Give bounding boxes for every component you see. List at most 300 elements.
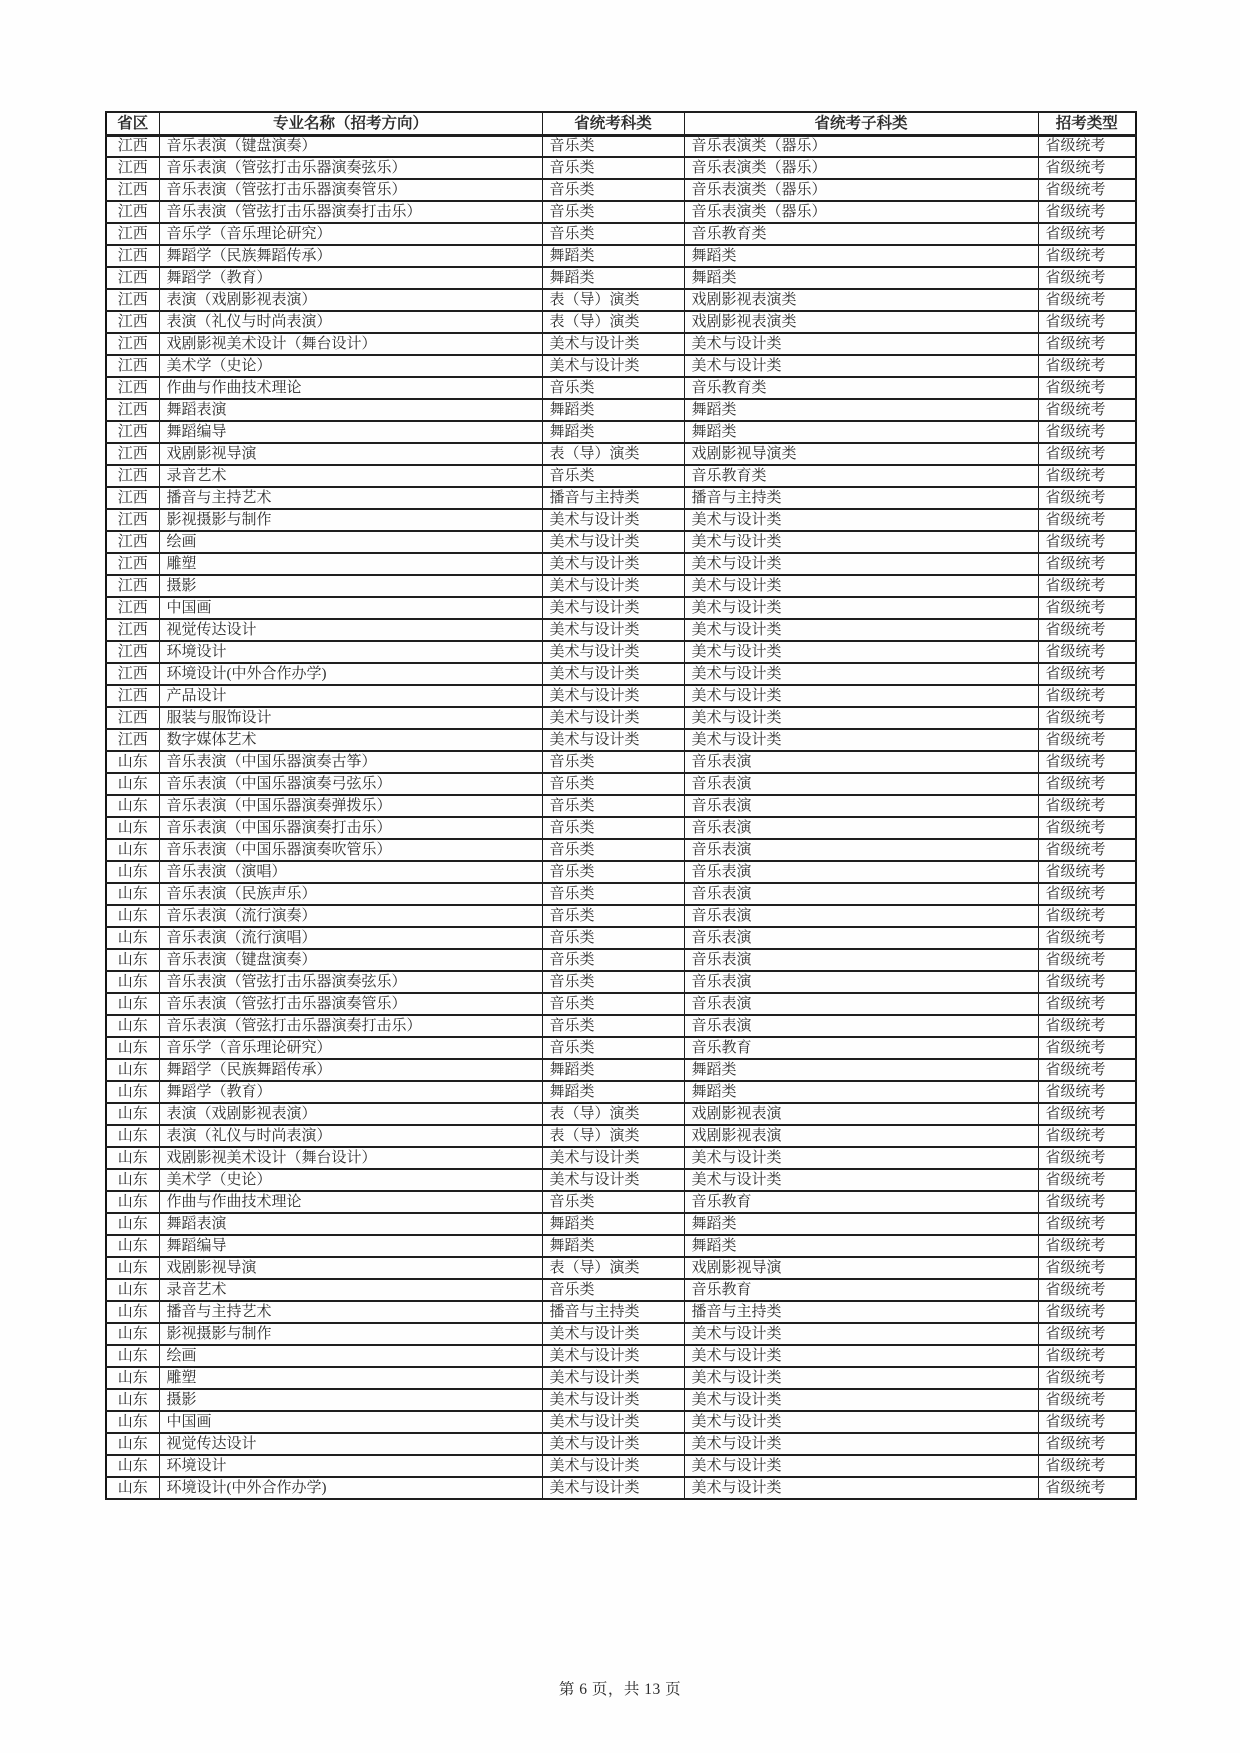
cell-subcategory: 音乐表演类（器乐）	[684, 157, 1038, 179]
cell-province: 江西	[106, 531, 159, 553]
cell-subcategory: 播音与主持类	[684, 487, 1038, 509]
cell-province: 山东	[106, 993, 159, 1015]
cell-admission_type: 省级统考	[1038, 1213, 1136, 1235]
cell-province: 江西	[106, 245, 159, 267]
cell-province: 山东	[106, 1059, 159, 1081]
table-row	[106, 597, 1136, 619]
table-row	[106, 1147, 1136, 1169]
cell-major: 表演（礼仪与时尚表演）	[159, 1125, 542, 1147]
cell-admission_type: 省级统考	[1038, 1257, 1136, 1279]
cell-category: 音乐类	[542, 1191, 684, 1213]
cell-subcategory: 音乐表演	[684, 773, 1038, 795]
cell-admission_type: 省级统考	[1038, 1037, 1136, 1059]
table-row	[106, 553, 1136, 575]
cell-category: 美术与设计类	[542, 685, 684, 707]
table-row	[106, 1411, 1136, 1433]
cell-category: 美术与设计类	[542, 355, 684, 377]
cell-major: 舞蹈编导	[159, 421, 542, 443]
cell-province: 山东	[106, 971, 159, 993]
cell-major: 表演（礼仪与时尚表演）	[159, 311, 542, 333]
cell-admission_type: 省级统考	[1038, 663, 1136, 685]
cell-province: 山东	[106, 1279, 159, 1301]
cell-province: 江西	[106, 223, 159, 245]
cell-category: 舞蹈类	[542, 1059, 684, 1081]
cell-province: 江西	[106, 487, 159, 509]
table-row	[106, 1037, 1136, 1059]
cell-category: 舞蹈类	[542, 267, 684, 289]
cell-category: 音乐类	[542, 993, 684, 1015]
cell-major: 音乐表演（键盘演奏）	[159, 949, 542, 971]
cell-major: 音乐表演（中国乐器演奏弹拨乐）	[159, 795, 542, 817]
table-row	[106, 1081, 1136, 1103]
table-row	[106, 663, 1136, 685]
cell-admission_type: 省级统考	[1038, 1323, 1136, 1345]
cell-major: 中国画	[159, 597, 542, 619]
cell-major: 音乐表演（管弦打击乐器演奏打击乐）	[159, 201, 542, 223]
cell-province: 山东	[106, 1323, 159, 1345]
cell-subcategory: 美术与设计类	[684, 531, 1038, 553]
cell-category: 表（导）演类	[542, 311, 684, 333]
cell-subcategory: 舞蹈类	[684, 1213, 1038, 1235]
cell-admission_type: 省级统考	[1038, 1147, 1136, 1169]
cell-subcategory: 舞蹈类	[684, 1081, 1038, 1103]
cell-subcategory: 音乐教育	[684, 1279, 1038, 1301]
cell-category: 音乐类	[542, 927, 684, 949]
cell-province: 山东	[106, 1389, 159, 1411]
cell-subcategory: 音乐表演	[684, 949, 1038, 971]
cell-subcategory: 音乐教育类	[684, 465, 1038, 487]
cell-major: 音乐表演（管弦打击乐器演奏打击乐）	[159, 1015, 542, 1037]
cell-subcategory: 戏剧影视导演	[684, 1257, 1038, 1279]
cell-province: 山东	[106, 905, 159, 927]
cell-province: 山东	[106, 927, 159, 949]
cell-subcategory: 美术与设计类	[684, 1411, 1038, 1433]
cell-category: 表（导）演类	[542, 1125, 684, 1147]
cell-major: 雕塑	[159, 553, 542, 575]
cell-province: 江西	[106, 729, 159, 751]
cell-subcategory: 美术与设计类	[684, 1323, 1038, 1345]
cell-admission_type: 省级统考	[1038, 1015, 1136, 1037]
table-row	[106, 641, 1136, 663]
cell-category: 舞蹈类	[542, 421, 684, 443]
cell-admission_type: 省级统考	[1038, 883, 1136, 905]
cell-subcategory: 美术与设计类	[684, 509, 1038, 531]
cell-admission_type: 省级统考	[1038, 399, 1136, 421]
cell-category: 音乐类	[542, 1037, 684, 1059]
cell-admission_type: 省级统考	[1038, 861, 1136, 883]
cell-category: 表（导）演类	[542, 443, 684, 465]
table-row	[106, 575, 1136, 597]
cell-province: 江西	[106, 157, 159, 179]
table-row	[106, 949, 1136, 971]
cell-province: 江西	[106, 553, 159, 575]
cell-category: 播音与主持类	[542, 1301, 684, 1323]
cell-province: 山东	[106, 861, 159, 883]
cell-admission_type: 省级统考	[1038, 773, 1136, 795]
cell-province: 江西	[106, 289, 159, 311]
table-row	[106, 355, 1136, 377]
cell-admission_type: 省级统考	[1038, 333, 1136, 355]
table-row	[106, 1477, 1136, 1499]
cell-major: 环境设计(中外合作办学)	[159, 663, 542, 685]
page-footer: 第 6 页，共 13 页	[558, 1681, 682, 1698]
cell-province: 山东	[106, 1081, 159, 1103]
cell-province: 江西	[106, 641, 159, 663]
cell-admission_type: 省级统考	[1038, 619, 1136, 641]
cell-major: 戏剧影视导演	[159, 443, 542, 465]
cell-subcategory: 舞蹈类	[684, 421, 1038, 443]
cell-admission_type: 省级统考	[1038, 1125, 1136, 1147]
cell-subcategory: 音乐表演	[684, 883, 1038, 905]
cell-province: 江西	[106, 333, 159, 355]
cell-category: 音乐类	[542, 795, 684, 817]
table-row	[106, 1323, 1136, 1345]
cell-major: 舞蹈编导	[159, 1235, 542, 1257]
table-row	[106, 1213, 1136, 1235]
cell-category: 音乐类	[542, 839, 684, 861]
cell-category: 表（导）演类	[542, 1257, 684, 1279]
cell-subcategory: 美术与设计类	[684, 729, 1038, 751]
cell-major: 录音艺术	[159, 1279, 542, 1301]
cell-admission_type: 省级统考	[1038, 289, 1136, 311]
cell-subcategory: 美术与设计类	[684, 355, 1038, 377]
cell-major: 视觉传达设计	[159, 1433, 542, 1455]
table-row	[106, 795, 1136, 817]
column-header-subcategory: 省统考子科类	[684, 112, 1038, 135]
cell-admission_type: 省级统考	[1038, 157, 1136, 179]
cell-subcategory: 音乐表演	[684, 905, 1038, 927]
column-header-admission_type: 招考类型	[1038, 112, 1136, 135]
cell-subcategory: 音乐教育类	[684, 223, 1038, 245]
cell-admission_type: 省级统考	[1038, 1301, 1136, 1323]
cell-category: 音乐类	[542, 1279, 684, 1301]
cell-major: 美术学（史论）	[159, 1169, 542, 1191]
table-row	[106, 399, 1136, 421]
cell-major: 摄影	[159, 1389, 542, 1411]
cell-major: 音乐表演（中国乐器演奏古筝）	[159, 751, 542, 773]
cell-major: 音乐表演（键盘演奏）	[159, 135, 542, 157]
cell-category: 美术与设计类	[542, 1147, 684, 1169]
cell-major: 舞蹈学（民族舞蹈传承）	[159, 1059, 542, 1081]
cell-admission_type: 省级统考	[1038, 597, 1136, 619]
cell-admission_type: 省级统考	[1038, 707, 1136, 729]
table-row	[106, 1367, 1136, 1389]
cell-category: 美术与设计类	[542, 1169, 684, 1191]
cell-admission_type: 省级统考	[1038, 1433, 1136, 1455]
cell-category: 美术与设计类	[542, 1477, 684, 1499]
cell-admission_type: 省级统考	[1038, 553, 1136, 575]
cell-province: 江西	[106, 685, 159, 707]
cell-category: 美术与设计类	[542, 1389, 684, 1411]
table-row	[106, 1279, 1136, 1301]
cell-admission_type: 省级统考	[1038, 421, 1136, 443]
cell-category: 美术与设计类	[542, 663, 684, 685]
cell-category: 音乐类	[542, 883, 684, 905]
cell-major: 音乐表演（演唱）	[159, 861, 542, 883]
cell-subcategory: 音乐教育	[684, 1037, 1038, 1059]
cell-province: 江西	[106, 421, 159, 443]
cell-province: 山东	[106, 1345, 159, 1367]
cell-admission_type: 省级统考	[1038, 575, 1136, 597]
cell-subcategory: 舞蹈类	[684, 245, 1038, 267]
cell-province: 江西	[106, 377, 159, 399]
cell-category: 音乐类	[542, 949, 684, 971]
cell-province: 山东	[106, 1477, 159, 1499]
table-row	[106, 1301, 1136, 1323]
table-row	[106, 619, 1136, 641]
cell-major: 数字媒体艺术	[159, 729, 542, 751]
cell-category: 音乐类	[542, 861, 684, 883]
cell-admission_type: 省级统考	[1038, 729, 1136, 751]
cell-admission_type: 省级统考	[1038, 1367, 1136, 1389]
cell-category: 音乐类	[542, 905, 684, 927]
cell-subcategory: 音乐表演	[684, 817, 1038, 839]
cell-province: 山东	[106, 883, 159, 905]
cell-category: 美术与设计类	[542, 333, 684, 355]
cell-category: 舞蹈类	[542, 1235, 684, 1257]
table-row	[106, 487, 1136, 509]
cell-subcategory: 美术与设计类	[684, 1389, 1038, 1411]
cell-admission_type: 省级统考	[1038, 685, 1136, 707]
cell-category: 表（导）演类	[542, 1103, 684, 1125]
cell-category: 美术与设计类	[542, 1433, 684, 1455]
cell-subcategory: 音乐表演	[684, 795, 1038, 817]
cell-major: 播音与主持艺术	[159, 1301, 542, 1323]
cell-category: 音乐类	[542, 1015, 684, 1037]
cell-subcategory: 美术与设计类	[684, 619, 1038, 641]
cell-category: 播音与主持类	[542, 487, 684, 509]
cell-subcategory: 音乐教育	[684, 1191, 1038, 1213]
cell-major: 表演（戏剧影视表演）	[159, 289, 542, 311]
table-row	[106, 707, 1136, 729]
cell-subcategory: 音乐表演类（器乐）	[684, 179, 1038, 201]
cell-category: 舞蹈类	[542, 399, 684, 421]
table-row	[106, 1103, 1136, 1125]
cell-admission_type: 省级统考	[1038, 135, 1136, 157]
table-row	[106, 1015, 1136, 1037]
cell-subcategory: 美术与设计类	[684, 597, 1038, 619]
cell-admission_type: 省级统考	[1038, 267, 1136, 289]
cell-admission_type: 省级统考	[1038, 377, 1136, 399]
table-row	[106, 311, 1136, 333]
cell-subcategory: 美术与设计类	[684, 553, 1038, 575]
cell-category: 音乐类	[542, 157, 684, 179]
cell-province: 江西	[106, 355, 159, 377]
table-row	[106, 443, 1136, 465]
cell-province: 江西	[106, 443, 159, 465]
cell-admission_type: 省级统考	[1038, 641, 1136, 663]
cell-major: 影视摄影与制作	[159, 1323, 542, 1345]
cell-subcategory: 播音与主持类	[684, 1301, 1038, 1323]
cell-province: 山东	[106, 1125, 159, 1147]
cell-province: 江西	[106, 179, 159, 201]
cell-subcategory: 美术与设计类	[684, 1477, 1038, 1499]
cell-admission_type: 省级统考	[1038, 1389, 1136, 1411]
cell-admission_type: 省级统考	[1038, 531, 1136, 553]
table-row	[106, 751, 1136, 773]
cell-category: 美术与设计类	[542, 619, 684, 641]
cell-province: 江西	[106, 465, 159, 487]
cell-category: 美术与设计类	[542, 553, 684, 575]
cell-province: 山东	[106, 1147, 159, 1169]
cell-admission_type: 省级统考	[1038, 223, 1136, 245]
table-row	[106, 1191, 1136, 1213]
cell-major: 中国画	[159, 1411, 542, 1433]
cell-subcategory: 戏剧影视表演类	[684, 311, 1038, 333]
cell-admission_type: 省级统考	[1038, 993, 1136, 1015]
cell-admission_type: 省级统考	[1038, 1169, 1136, 1191]
cell-province: 江西	[106, 619, 159, 641]
table-row	[106, 377, 1136, 399]
column-header-major: 专业名称（招考方向）	[159, 112, 542, 135]
cell-subcategory: 美术与设计类	[684, 1147, 1038, 1169]
cell-major: 音乐表演（中国乐器演奏吹管乐）	[159, 839, 542, 861]
cell-subcategory: 音乐表演类（器乐）	[684, 135, 1038, 157]
table-row	[106, 1235, 1136, 1257]
cell-category: 舞蹈类	[542, 1213, 684, 1235]
cell-category: 音乐类	[542, 377, 684, 399]
cell-subcategory: 美术与设计类	[684, 685, 1038, 707]
table-row	[106, 861, 1136, 883]
table-row	[106, 465, 1136, 487]
cell-category: 美术与设计类	[542, 531, 684, 553]
cell-major: 舞蹈学（教育）	[159, 1081, 542, 1103]
cell-admission_type: 省级统考	[1038, 509, 1136, 531]
cell-province: 江西	[106, 663, 159, 685]
cell-province: 山东	[106, 1367, 159, 1389]
cell-major: 舞蹈表演	[159, 399, 542, 421]
cell-admission_type: 省级统考	[1038, 839, 1136, 861]
table-row	[106, 223, 1136, 245]
cell-subcategory: 音乐表演类（器乐）	[684, 201, 1038, 223]
table-row	[106, 905, 1136, 927]
cell-subcategory: 美术与设计类	[684, 641, 1038, 663]
cell-subcategory: 音乐表演	[684, 971, 1038, 993]
cell-major: 服装与服饰设计	[159, 707, 542, 729]
cell-major: 绘画	[159, 531, 542, 553]
cell-major: 雕塑	[159, 1367, 542, 1389]
cell-province: 山东	[106, 1235, 159, 1257]
table-body	[106, 135, 1136, 1499]
cell-category: 美术与设计类	[542, 575, 684, 597]
cell-subcategory: 美术与设计类	[684, 1169, 1038, 1191]
table-row	[106, 1125, 1136, 1147]
cell-province: 山东	[106, 1433, 159, 1455]
cell-admission_type: 省级统考	[1038, 1279, 1136, 1301]
cell-province: 山东	[106, 949, 159, 971]
cell-subcategory: 音乐表演	[684, 751, 1038, 773]
cell-admission_type: 省级统考	[1038, 1191, 1136, 1213]
cell-subcategory: 美术与设计类	[684, 663, 1038, 685]
cell-major: 环境设计	[159, 641, 542, 663]
cell-major: 视觉传达设计	[159, 619, 542, 641]
cell-province: 山东	[106, 1015, 159, 1037]
cell-major: 舞蹈表演	[159, 1213, 542, 1235]
cell-major: 音乐表演（流行演唱）	[159, 927, 542, 949]
cell-province: 山东	[106, 773, 159, 795]
cell-province: 山东	[106, 1411, 159, 1433]
cell-subcategory: 舞蹈类	[684, 399, 1038, 421]
cell-province: 江西	[106, 311, 159, 333]
cell-province: 江西	[106, 135, 159, 157]
cell-subcategory: 戏剧影视表演	[684, 1125, 1038, 1147]
cell-province: 江西	[106, 707, 159, 729]
cell-major: 音乐表演（中国乐器演奏弓弦乐）	[159, 773, 542, 795]
table-row	[106, 289, 1136, 311]
cell-admission_type: 省级统考	[1038, 245, 1136, 267]
cell-admission_type: 省级统考	[1038, 1235, 1136, 1257]
cell-major: 音乐表演（管弦打击乐器演奏管乐）	[159, 179, 542, 201]
cell-admission_type: 省级统考	[1038, 311, 1136, 333]
cell-category: 音乐类	[542, 179, 684, 201]
cell-category: 舞蹈类	[542, 1081, 684, 1103]
cell-category: 音乐类	[542, 971, 684, 993]
cell-admission_type: 省级统考	[1038, 817, 1136, 839]
cell-province: 山东	[106, 1103, 159, 1125]
cell-major: 环境设计(中外合作办学)	[159, 1477, 542, 1499]
cell-category: 音乐类	[542, 465, 684, 487]
table-row	[106, 773, 1136, 795]
cell-category: 美术与设计类	[542, 729, 684, 751]
cell-major: 戏剧影视美术设计（舞台设计）	[159, 333, 542, 355]
cell-major: 作曲与作曲技术理论	[159, 377, 542, 399]
cell-subcategory: 舞蹈类	[684, 1235, 1038, 1257]
table-row	[106, 993, 1136, 1015]
cell-major: 作曲与作曲技术理论	[159, 1191, 542, 1213]
cell-province: 江西	[106, 575, 159, 597]
cell-subcategory: 音乐表演	[684, 861, 1038, 883]
cell-province: 山东	[106, 1257, 159, 1279]
cell-category: 音乐类	[542, 817, 684, 839]
cell-category: 美术与设计类	[542, 1323, 684, 1345]
cell-admission_type: 省级统考	[1038, 971, 1136, 993]
cell-subcategory: 舞蹈类	[684, 267, 1038, 289]
cell-major: 戏剧影视导演	[159, 1257, 542, 1279]
cell-major: 音乐表演（管弦打击乐器演奏管乐）	[159, 993, 542, 1015]
cell-province: 山东	[106, 1191, 159, 1213]
cell-province: 江西	[106, 201, 159, 223]
cell-category: 音乐类	[542, 773, 684, 795]
cell-admission_type: 省级统考	[1038, 179, 1136, 201]
table-row	[106, 1389, 1136, 1411]
cell-major: 摄影	[159, 575, 542, 597]
cell-major: 音乐表演（民族声乐）	[159, 883, 542, 905]
cell-admission_type: 省级统考	[1038, 1455, 1136, 1477]
cell-province: 山东	[106, 817, 159, 839]
column-header-province: 省区	[106, 112, 159, 135]
cell-major: 戏剧影视美术设计（舞台设计）	[159, 1147, 542, 1169]
cell-subcategory: 戏剧影视导演类	[684, 443, 1038, 465]
cell-subcategory: 戏剧影视表演	[684, 1103, 1038, 1125]
cell-category: 美术与设计类	[542, 509, 684, 531]
cell-subcategory: 音乐表演	[684, 839, 1038, 861]
cell-subcategory: 美术与设计类	[684, 1345, 1038, 1367]
table-row	[106, 421, 1136, 443]
cell-admission_type: 省级统考	[1038, 1411, 1136, 1433]
cell-category: 美术与设计类	[542, 1345, 684, 1367]
cell-major: 影视摄影与制作	[159, 509, 542, 531]
cell-category: 舞蹈类	[542, 245, 684, 267]
cell-category: 音乐类	[542, 223, 684, 245]
cell-major: 音乐表演（管弦打击乐器演奏弦乐）	[159, 157, 542, 179]
cell-province: 山东	[106, 795, 159, 817]
cell-subcategory: 音乐表演	[684, 993, 1038, 1015]
cell-admission_type: 省级统考	[1038, 465, 1136, 487]
cell-major: 环境设计	[159, 1455, 542, 1477]
cell-admission_type: 省级统考	[1038, 1059, 1136, 1081]
table-row	[106, 135, 1136, 157]
cell-category: 美术与设计类	[542, 707, 684, 729]
